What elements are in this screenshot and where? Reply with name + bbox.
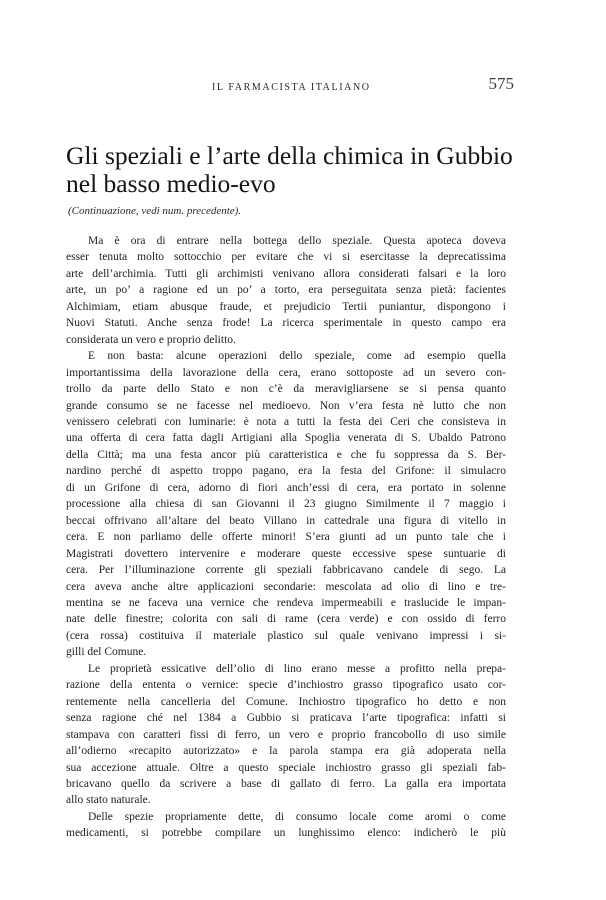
text-line: Alchimiam, etiam abusque fraude, et prejudicio Tertii puniantur, dispongono i — [66, 300, 506, 313]
text-line: Le proprietà essicative dell’olio di lino erano messe a profitto nella prepa- — [88, 662, 506, 675]
text-line: gilli del Comune. — [66, 646, 147, 659]
text-line: Nuovi Statuti. Anche senza frode! La ricerca sperimentale in questo campo era — [66, 317, 506, 330]
body-paragraph — [66, 809, 506, 842]
article-title — [66, 142, 536, 198]
text-line: beccai offrivano all’altare del beato Villano in cattedrale una figura di vitello in — [66, 514, 506, 527]
text-line: esser tenuta molto sottocchio per evitare che vi si esercitasse la deprecatissima — [66, 251, 506, 264]
text-line: processione alla chiesa di san Giovanni il 23 giugno Similmente il 7 maggio i — [66, 498, 506, 511]
text-line: nardino perché di aspetto troppo pagano, era la festa del Grifone: il simulacro — [66, 465, 506, 478]
body-paragraph — [66, 233, 506, 348]
text-line: cera. Per l’illuminazione corrente gli speziali fabbricavano candele di sego. La — [66, 564, 506, 577]
page-header — [88, 74, 514, 98]
text-line: allo stato naturale. — [66, 794, 151, 807]
text-line: senza ragione ché nel 1384 a Gubbio si praticava l’arte tipografica: infatti si — [66, 712, 506, 725]
text-line: considerata un vero e proprio delitto. — [66, 333, 236, 346]
text-line: una offerta di cera fatta dagli Artigiani alla Spoglia venerata di S. Ubaldo Patrono — [66, 432, 506, 445]
page-number: 575 — [488, 74, 514, 93]
text-line: trollo da parte dello Stato e non c’è da meravigliarsene se si pensa quanto — [66, 383, 506, 396]
text-line: mentina se ne faceva una vernice che rendeva impermeabili e traslucide le impan- — [66, 596, 506, 609]
text-line: arte, un po’ a ragione ed un po’ a torto, era perseguitata senza pietà: facientes — [66, 284, 506, 297]
text-line: (cera rossa) costituiva il materiale plastico sul quale venivano impressi i si- — [66, 629, 506, 642]
title-line: Gli speziali e l’arte della chimica in Gubbio — [66, 141, 513, 170]
text-line: grande consumo se ne facesse nel medioevo. Non v’era festa nè lutto che non — [66, 399, 506, 412]
title-line: nel basso medio-evo — [66, 169, 276, 198]
text-line: importantissima della lavorazione della cera, erano sottoposte ad un severo con- — [66, 366, 506, 379]
text-line: cera. E non parliamo delle offerte minori! S’era giunti ad un punto tale che i — [66, 531, 506, 544]
text-line: Ma è ora di entrare nella bottega dello speziale. Questa apoteca doveva — [88, 235, 506, 247]
text-line: E non basta: alcune operazioni dello speziale, come ad esempio quella — [88, 350, 506, 363]
text-line: sua accezione attuale. Oltre a questo speciale inchiostro grasso gli speziali fab- — [66, 761, 506, 774]
text-line: medicamenti, si potrebbe compilare un lunghissimo elenco: indicherò le più — [66, 827, 506, 840]
text-line: razione della ententa o vernice: specie d’inchiostro grasso tipografico usato cor- — [66, 679, 506, 692]
body-paragraph — [66, 348, 506, 661]
running-head: IL FARMACISTA ITALIANO — [212, 82, 371, 93]
text-line: all’odierno «recapito autorizzato» e la parola stampa era già adoperata nella — [66, 745, 506, 758]
text-line: nate delle finestre; colorita con sali di rame (cera verde) e con ossido di ferro — [66, 613, 506, 626]
text-line: Magistrati dovettero intervenire e moderare queste eccessive spese suntuarie di — [66, 547, 506, 560]
article-subtitle: (Continuazione, vedi num. precedente). — [68, 205, 242, 217]
text-line: arte dell’archimia. Tutti gli archimisti venivano allora considerati falsari e la loro — [66, 267, 506, 280]
article-body — [66, 233, 506, 842]
text-line: bricavano quello da scrivere a base di gallato di ferro. La galla era importata — [66, 777, 506, 790]
text-line: di un Grifone di cera, adorno di fiori anch’essi di cera, era portato in solenne — [66, 481, 506, 494]
text-line: della Città; ma una festa ancor più caratteristica e che fu soppressa da S. Ber- — [66, 448, 506, 461]
body-paragraph — [66, 661, 506, 809]
text-line: stampava con caratteri fissi di ferro, un vero e proprio francobollo di uso simile — [66, 728, 506, 741]
text-line: venissero celebrati con luminarie: è nota a tutti la festa dei Ceri che consisteva in — [66, 415, 506, 428]
text-line: cera aveva anche altre applicazioni secondarie: mescolata ad olio di lino e tre- — [66, 580, 506, 593]
text-line: rentemente nella cancelleria del Comune. Inchiostro tipografico ho detto e non — [66, 695, 506, 708]
text-line: Delle spezie propriamente dette, di consumo locale come aromi o come — [88, 810, 506, 823]
